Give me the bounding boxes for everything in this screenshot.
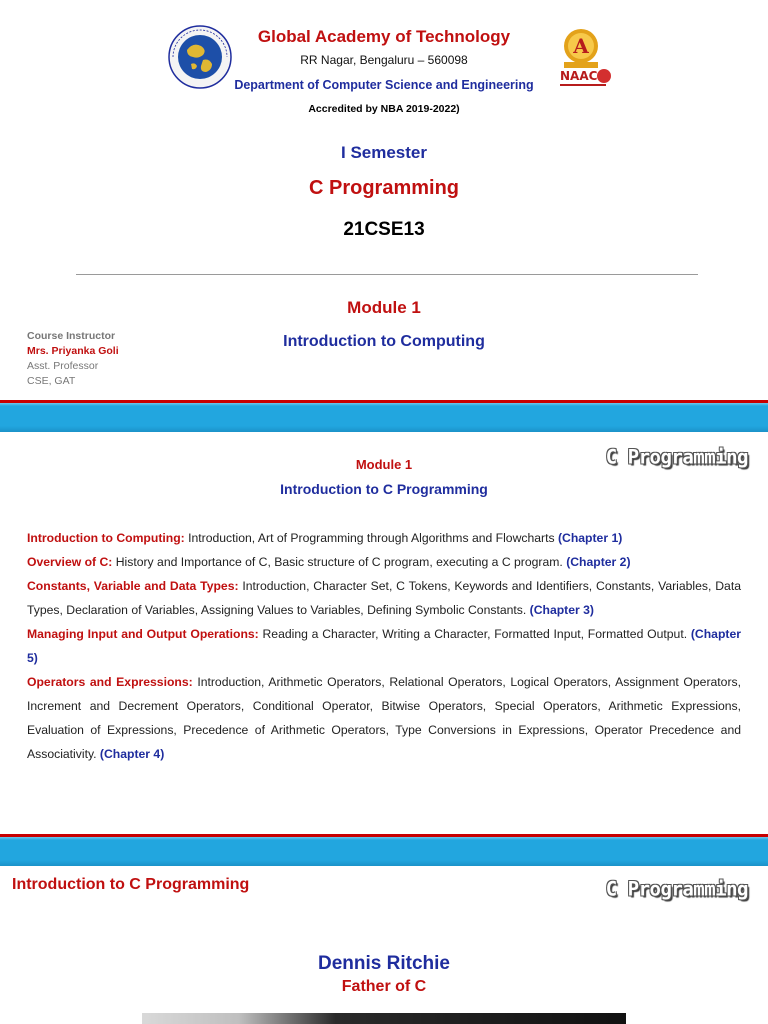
divider-line — [76, 274, 698, 275]
topic-heading: Overview of C: — [27, 555, 113, 569]
module-title: Module 1 — [347, 298, 421, 317]
instructor-designation: Asst. Professor — [27, 360, 99, 372]
topic-text: Introduction, Art of Programming through Algorithms and Flowcharts — [184, 531, 558, 545]
college-address: RR Nagar, Bengaluru – 560098 — [300, 53, 468, 67]
instructor-block — [27, 329, 119, 389]
slide-title: Introduction to C Programming — [12, 876, 250, 893]
syllabus-slide — [0, 432, 768, 832]
topic-paragraph — [27, 670, 741, 766]
topic-text: Reading a Character, Writing a Character, Formatted Input, Formatted Output. — [258, 627, 691, 641]
topic-chapter: (Chapter 5) — [27, 627, 741, 665]
topic-chapter: (Chapter 4) — [99, 747, 165, 761]
naac-logo — [552, 26, 618, 92]
course-title: C Programming — [308, 177, 460, 199]
title-slide — [0, 0, 768, 400]
topic-paragraph — [27, 574, 741, 622]
naac-grade-letter: A — [573, 34, 589, 58]
syllabus-topics — [27, 526, 741, 766]
topic-heading: Operators and Expressions: — [27, 675, 193, 689]
topic-chapter: (Chapter 3) — [529, 603, 594, 617]
semester-label: I Semester — [341, 143, 427, 162]
module-subtitle: Introduction to Computing — [283, 333, 485, 350]
topic-paragraph — [27, 550, 741, 574]
topic-heading: Introduction to Computing: — [27, 531, 185, 545]
naac-logo-text: NAAC — [560, 69, 598, 83]
topic-text: Introduction, Character Set, C Tokens, Keywords and Identifiers, Constants, Variables, Data Types, Declaration of Variables, Assigning Values to Variables, Defining Symbolic Constants. — [27, 579, 741, 617]
topic-paragraph — [27, 526, 741, 550]
slide-separator-bar — [0, 400, 768, 432]
accreditation-note: Accredited by NBA 2019-2022) — [308, 103, 460, 115]
course-code: 21CSE13 — [343, 219, 425, 240]
topic-text: History and Importance of C, Basic structure of C program, executing a C program. — [112, 555, 567, 569]
college-name: Global Academy of Technology — [257, 27, 511, 46]
slide-separator-bar — [0, 834, 768, 866]
topic-heading: Constants, Variable and Data Types: — [27, 579, 239, 593]
dennis-ritchie-photo — [142, 1013, 626, 1024]
module-title: Module 1 — [355, 457, 413, 472]
instructor-label: Course Instructor — [27, 330, 116, 342]
module-subtitle: Introduction to C Programming — [280, 481, 488, 497]
topic-chapter: (Chapter 1) — [557, 531, 623, 545]
instructor-affiliation: CSE, GAT — [27, 375, 76, 387]
topic-text: Introduction, Arithmetic Operators, Relational Operators, Logical Operators, Assignment Operators, Increment and Decrement Operators, Conditional Operator, Bitwise Operators, Special Operators, Arithmetic Expressions, Evaluation of Expressions, Precedence of Arithmetic Operators, Type Conversions in Expressions, Operator Precedence and Associativity. — [27, 675, 741, 761]
department-name: Department of Computer Science and Engineering — [234, 78, 534, 92]
topic-paragraph — [27, 622, 741, 670]
c-programming-wordmark: C Programming — [605, 877, 748, 901]
c-programming-wordmark: C Programming — [605, 445, 748, 469]
person-subtitle: Father of C — [341, 978, 427, 995]
intro-slide — [0, 866, 768, 1024]
person-name: Dennis Ritchie — [318, 953, 450, 974]
topic-heading: Managing Input and Output Operations: — [27, 627, 259, 641]
topic-chapter: (Chapter 2) — [566, 555, 631, 569]
instructor-name: Mrs. Priyanka Goli — [27, 345, 119, 357]
